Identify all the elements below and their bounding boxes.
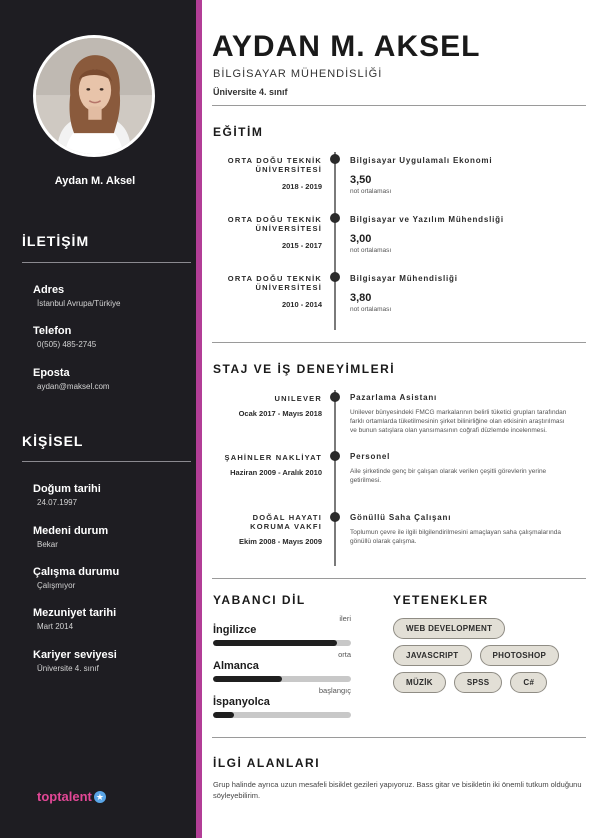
skills-list <box>393 618 573 699</box>
language-level: orta <box>338 650 351 659</box>
personal-label: Çalışma durumu <box>33 566 120 578</box>
personal-item <box>33 649 117 673</box>
accent-stripe <box>196 0 202 838</box>
job-title: Pazarlama Asistanı <box>350 393 438 402</box>
personal-value: 24.07.1997 <box>37 498 78 507</box>
contact-value: 0(505) 485-2745 <box>37 340 97 349</box>
education-detail <box>350 215 575 254</box>
timeline-dot <box>330 272 340 282</box>
page-title: AYDAN M. AKSEL <box>212 30 481 63</box>
interests-text: Grup halinde ayrıca uzun mesafeli bisiklet gezileri yapıyoruz. Bass gitar ve bisikletin iki önemli tutkum olduğunu söyleyebilirim. <box>213 780 582 800</box>
personal-label: Mezuniyet tarihi <box>33 607 117 619</box>
education-years: 2015 - 2017 <box>281 241 322 250</box>
experience-company <box>227 513 322 546</box>
skills-row <box>393 645 573 666</box>
school-name: ORTA DOĞU TEKNİK ÜNİVERSİTESİ <box>227 215 322 233</box>
contact-heading: İLETİŞİM <box>22 233 90 249</box>
education-heading: EĞİTİM <box>213 125 264 139</box>
personal-label: Doğum tarihi <box>33 483 101 495</box>
gpa-value: 3,80 <box>350 292 372 304</box>
personal-item <box>33 483 101 507</box>
experience-detail <box>350 513 575 546</box>
avatar <box>36 38 152 154</box>
experience-detail <box>350 393 575 435</box>
language-name: İspanyolca <box>213 696 270 708</box>
school-name: ORTA DOĞU TEKNİK ÜNİVERSİTESİ <box>227 156 322 174</box>
contact-label: Telefon <box>33 325 72 337</box>
skills-row <box>393 618 573 639</box>
toptalent-logo[interactable] <box>37 789 106 804</box>
page-role: BİLGİSAYAR MÜHENDİSLİĞİ <box>213 68 383 80</box>
skill-chip[interactable]: JAVASCRIPT <box>393 645 472 666</box>
job-dates: Ekim 2008 - Mayıs 2009 <box>239 537 322 546</box>
language-item <box>213 614 351 646</box>
language-name: İngilizce <box>213 624 257 636</box>
sidebar-name: Aydan M. Aksel <box>54 175 136 187</box>
language-bar <box>213 676 351 682</box>
languages-heading: YABANCI DİL <box>213 593 306 607</box>
profile-photo <box>33 35 155 157</box>
personal-item <box>33 525 108 549</box>
language-bar <box>213 640 351 646</box>
company-name: UNILEVER <box>274 394 322 403</box>
skills-row <box>393 672 573 693</box>
header-divider <box>212 105 586 106</box>
skills-divider <box>212 737 586 738</box>
contact-address <box>33 284 120 308</box>
degree-name: Bilgisayar Mühendisliği <box>350 274 458 283</box>
job-description: Toplumun çevre ile ilgili bilgilendirilmesini amaçlayan saha çalışmalarında gönüllü olarak çalışma. <box>350 529 561 545</box>
personal-value: Üniversite 4. sınıf <box>37 664 99 673</box>
language-item <box>213 650 351 682</box>
gpa-value: 3,50 <box>350 174 372 186</box>
education-detail <box>350 156 575 195</box>
company-name: ŞAHİNLER NAKLİYAT <box>224 453 322 462</box>
contact-divider <box>22 262 191 263</box>
timeline-dot <box>330 213 340 223</box>
language-level: başlangıç <box>318 686 351 695</box>
personal-value: Bekar <box>37 540 58 549</box>
experience-timeline <box>334 390 336 566</box>
contact-label: Eposta <box>33 367 70 379</box>
job-title: Personel <box>350 452 391 461</box>
education-school <box>212 215 322 250</box>
job-description: Unilever bünyesindeki FMCG markalarının belirli tüketici grupları tarafından farklı ortamlarda tüketilmesinin şirket bilinirliğine olan etkisinin araştırılması ve bunun satışlara olan yansımasının coğrafi düzlemde incelenmesi. <box>350 409 567 434</box>
personal-item <box>33 607 116 631</box>
job-dates: Ocak 2017 - Mayıs 2018 <box>238 409 322 418</box>
sidebar <box>0 0 196 838</box>
education-timeline <box>334 152 336 330</box>
gpa-label: not ortalaması <box>350 188 392 195</box>
personal-value: Çalışmıyor <box>37 581 76 590</box>
language-bar-fill <box>213 640 337 646</box>
page-subtitle: Üniversite 4. sınıf <box>213 87 288 97</box>
timeline-dot <box>330 451 340 461</box>
personal-label: Medeni durum <box>33 525 109 537</box>
degree-name: Bilgisayar Uygulamalı Ekonomi <box>350 156 493 165</box>
contact-email <box>33 367 110 391</box>
star-icon: ★ <box>95 791 104 802</box>
language-item <box>213 686 351 718</box>
gpa-label: not ortalaması <box>350 306 392 313</box>
education-divider <box>212 342 586 343</box>
experience-heading: STAJ VE İŞ DENEYİMLERİ <box>213 362 396 376</box>
language-bar <box>213 712 351 718</box>
skills-heading: YETENEKLER <box>393 593 489 607</box>
education-years: 2010 - 2014 <box>281 300 322 309</box>
personal-heading: KİŞİSEL <box>22 433 84 449</box>
personal-divider <box>22 461 191 462</box>
contact-value: aydan@maksel.com <box>37 382 110 391</box>
language-name: Almanca <box>213 660 259 672</box>
skill-chip[interactable]: MÜZİK <box>393 672 446 693</box>
timeline-dot <box>330 512 340 522</box>
experience-company <box>212 394 322 418</box>
degree-name: Bilgisayar ve Yazılım Mühendsliği <box>350 215 504 224</box>
skill-chip[interactable]: C# <box>510 672 547 693</box>
school-name: ORTA DOĞU TEKNİK ÜNİVERSİTESİ <box>227 274 322 292</box>
contact-value: İstanbul Avrupa/Türkiye <box>37 299 121 308</box>
interests-heading: İLGİ ALANLARI <box>213 756 321 770</box>
experience-divider <box>212 578 586 579</box>
language-level: ileri <box>339 614 351 623</box>
company-name: DOĞAL HAYATI KORUMA VAKFI <box>250 513 322 531</box>
gpa-value: 3,00 <box>350 233 372 245</box>
language-bar-fill <box>213 712 234 718</box>
skill-chip[interactable]: PHOTOSHOP <box>480 645 560 666</box>
job-dates: Haziran 2009 - Aralık 2010 <box>230 468 322 477</box>
education-years: 2018 - 2019 <box>281 182 322 191</box>
contact-phone <box>33 325 96 349</box>
job-title: Gönüllü Saha Çalışanı <box>350 513 452 522</box>
personal-item <box>33 566 119 590</box>
timeline-dot <box>330 392 340 402</box>
personal-label: Kariyer seviyesi <box>33 649 117 661</box>
education-detail <box>350 274 575 313</box>
personal-value: Mart 2014 <box>37 622 74 631</box>
skill-chip[interactable]: WEB DEVELOPMENT <box>393 618 505 639</box>
experience-detail <box>350 452 575 485</box>
contact-label: Adres <box>33 284 65 296</box>
education-school <box>212 274 322 309</box>
skill-chip[interactable]: SPSS <box>454 672 503 693</box>
logo-text: toptalent <box>37 789 92 804</box>
timeline-dot <box>330 154 340 164</box>
experience-company <box>212 453 322 477</box>
language-bar-fill <box>213 676 282 682</box>
gpa-label: not ortalaması <box>350 247 392 254</box>
job-description: Aile şirketinde genç bir çalışan olarak verilen çeşitli görevlerin yerine getirilmesi. <box>350 468 547 484</box>
education-school <box>212 156 322 191</box>
